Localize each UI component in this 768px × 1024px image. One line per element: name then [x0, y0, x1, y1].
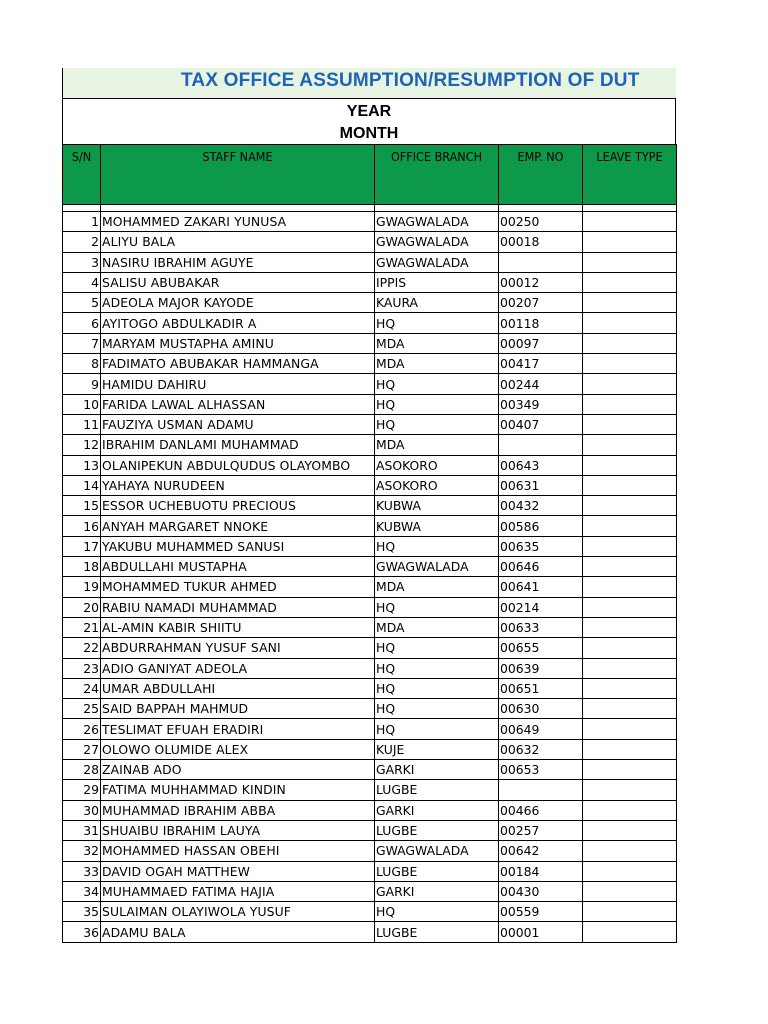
- cell-name: SALISU ABUBAKAR: [101, 272, 375, 292]
- cell-name: YAHAYA NURUDEEN: [101, 475, 375, 495]
- cell-emp: 00097: [499, 333, 583, 353]
- cell-emp: 00631: [499, 475, 583, 495]
- cell-name: YAKUBU MUHAMMED SANUSI: [101, 536, 375, 556]
- table-row: [63, 212, 677, 232]
- col-header-office-branch: OFFICE BRANCH: [375, 145, 499, 205]
- cell-leave: [583, 577, 677, 597]
- cell-branch: MDA: [375, 577, 499, 597]
- cell-emp: 00407: [499, 414, 583, 434]
- spacer-cell: [101, 205, 375, 212]
- cell-name: ABDURRAHMAN YUSUF SANI: [101, 638, 375, 658]
- table-body: [63, 205, 677, 943]
- cell-sn: 11: [63, 414, 101, 434]
- table-row: [63, 739, 677, 759]
- cell-leave: [583, 212, 677, 232]
- cell-name: NASIRU IBRAHIM AGUYE: [101, 252, 375, 272]
- cell-emp: 00586: [499, 516, 583, 536]
- table-row: [63, 902, 677, 922]
- cell-leave: [583, 475, 677, 495]
- cell-leave: [583, 922, 677, 942]
- table-row: [63, 435, 677, 455]
- cell-leave: [583, 496, 677, 516]
- title-band: [62, 68, 676, 98]
- cell-emp: [499, 252, 583, 272]
- cell-leave: [583, 881, 677, 901]
- cell-emp: 00207: [499, 293, 583, 313]
- cell-leave: [583, 536, 677, 556]
- table-row: [63, 780, 677, 800]
- table-row: [63, 638, 677, 658]
- table-row: [63, 861, 677, 881]
- cell-leave: [583, 678, 677, 698]
- cell-emp: 00649: [499, 719, 583, 739]
- cell-emp: 00349: [499, 394, 583, 414]
- cell-sn: 24: [63, 678, 101, 698]
- table-row: [63, 333, 677, 353]
- cell-sn: 36: [63, 922, 101, 942]
- cell-leave: [583, 719, 677, 739]
- table-row: [63, 516, 677, 536]
- cell-leave: [583, 313, 677, 333]
- cell-name: FARIDA LAWAL ALHASSAN: [101, 394, 375, 414]
- cell-emp: [499, 780, 583, 800]
- cell-name: AYITOGO ABDULKADIR A: [101, 313, 375, 333]
- cell-leave: [583, 820, 677, 840]
- cell-name: SULAIMAN OLAYIWOLA YUSUF: [101, 902, 375, 922]
- table-row: [63, 394, 677, 414]
- cell-name: IBRAHIM DANLAMI MUHAMMAD: [101, 435, 375, 455]
- cell-branch: LUGBE: [375, 922, 499, 942]
- cell-name: MUHAMMAED FATIMA HAJIA: [101, 881, 375, 901]
- cell-branch: GWAGWALADA: [375, 232, 499, 252]
- cell-emp: 00642: [499, 841, 583, 861]
- cell-sn: 5: [63, 293, 101, 313]
- cell-branch: ASOKORO: [375, 455, 499, 475]
- table-row: [63, 678, 677, 698]
- cell-branch: GWAGWALADA: [375, 212, 499, 232]
- cell-sn: 21: [63, 617, 101, 637]
- cell-branch: LUGBE: [375, 780, 499, 800]
- table-row: [63, 922, 677, 942]
- cell-name: RABIU NAMADI MUHAMMAD: [101, 597, 375, 617]
- cell-branch: MDA: [375, 354, 499, 374]
- cell-branch: HQ: [375, 394, 499, 414]
- cell-emp: 00257: [499, 820, 583, 840]
- cell-name: ADAMU BALA: [101, 922, 375, 942]
- cell-name: MARYAM MUSTAPHA AMINU: [101, 333, 375, 353]
- cell-name: FAUZIYA USMAN ADAMU: [101, 414, 375, 434]
- cell-branch: KUBWA: [375, 516, 499, 536]
- table-row: [63, 699, 677, 719]
- cell-sn: 35: [63, 902, 101, 922]
- cell-leave: [583, 374, 677, 394]
- cell-leave: [583, 272, 677, 292]
- month-label: MONTH: [339, 125, 399, 142]
- cell-branch: HQ: [375, 699, 499, 719]
- cell-leave: [583, 861, 677, 881]
- cell-sn: 17: [63, 536, 101, 556]
- cell-leave: [583, 597, 677, 617]
- cell-name: MOHAMMED HASSAN OBEHI: [101, 841, 375, 861]
- cell-sn: 9: [63, 374, 101, 394]
- cell-emp: 00632: [499, 739, 583, 759]
- cell-leave: [583, 435, 677, 455]
- cell-name: ADEOLA MAJOR KAYODE: [101, 293, 375, 313]
- table-row: [63, 597, 677, 617]
- cell-branch: MDA: [375, 617, 499, 637]
- cell-emp: 00641: [499, 577, 583, 597]
- cell-name: SAID BAPPAH MAHMUD: [101, 699, 375, 719]
- cell-sn: 14: [63, 475, 101, 495]
- table-row: [63, 800, 677, 820]
- table-row: [63, 557, 677, 577]
- cell-emp: [499, 435, 583, 455]
- cell-name: MUHAMMAD IBRAHIM ABBA: [101, 800, 375, 820]
- cell-emp: 00018: [499, 232, 583, 252]
- cell-name: MOHAMMED TUKUR AHMED: [101, 577, 375, 597]
- cell-leave: [583, 780, 677, 800]
- cell-name: FATIMA MUHHAMMAD KINDIN: [101, 780, 375, 800]
- cell-sn: 3: [63, 252, 101, 272]
- cell-name: ADIO GANIYAT ADEOLA: [101, 658, 375, 678]
- cell-leave: [583, 699, 677, 719]
- cell-branch: HQ: [375, 414, 499, 434]
- cell-sn: 7: [63, 333, 101, 353]
- table-row: [63, 232, 677, 252]
- cell-name: OLANIPEKUN ABDULQUDUS OLAYOMBO: [101, 455, 375, 475]
- cell-emp: 00001: [499, 922, 583, 942]
- cell-emp: 00184: [499, 861, 583, 881]
- spacer-row: [63, 205, 677, 212]
- cell-branch: HQ: [375, 597, 499, 617]
- spacer-cell: [375, 205, 499, 212]
- cell-sn: 28: [63, 760, 101, 780]
- cell-branch: LUGBE: [375, 861, 499, 881]
- cell-branch: ASOKORO: [375, 475, 499, 495]
- cell-name: TESLIMAT EFUAH ERADIRI: [101, 719, 375, 739]
- cell-branch: KUBWA: [375, 496, 499, 516]
- cell-emp: 00651: [499, 678, 583, 698]
- cell-sn: 32: [63, 841, 101, 861]
- cell-sn: 10: [63, 394, 101, 414]
- cell-branch: KUJE: [375, 739, 499, 759]
- cell-name: DAVID OGAH MATTHEW: [101, 861, 375, 881]
- cell-emp: 00250: [499, 212, 583, 232]
- table-row: [63, 414, 677, 434]
- cell-leave: [583, 739, 677, 759]
- table-row: [63, 252, 677, 272]
- cell-sn: 29: [63, 780, 101, 800]
- cell-branch: GARKI: [375, 760, 499, 780]
- table-row: [63, 658, 677, 678]
- cell-branch: GWAGWALADA: [375, 252, 499, 272]
- cell-leave: [583, 800, 677, 820]
- cell-sn: 13: [63, 455, 101, 475]
- table-row: [63, 881, 677, 901]
- cell-emp: 00655: [499, 638, 583, 658]
- cell-emp: 00643: [499, 455, 583, 475]
- table-row: [63, 374, 677, 394]
- cell-leave: [583, 841, 677, 861]
- cell-emp: 00630: [499, 699, 583, 719]
- cell-leave: [583, 760, 677, 780]
- cell-leave: [583, 232, 677, 252]
- cell-emp: 00432: [499, 496, 583, 516]
- cell-sn: 33: [63, 861, 101, 881]
- spacer-cell: [583, 205, 677, 212]
- cell-branch: HQ: [375, 638, 499, 658]
- cell-branch: MDA: [375, 435, 499, 455]
- cell-emp: 00012: [499, 272, 583, 292]
- cell-sn: 30: [63, 800, 101, 820]
- cell-sn: 23: [63, 658, 101, 678]
- cell-sn: 12: [63, 435, 101, 455]
- cell-branch: GARKI: [375, 881, 499, 901]
- cell-leave: [583, 394, 677, 414]
- cell-name: UMAR ABDULLAHI: [101, 678, 375, 698]
- table-row: [63, 475, 677, 495]
- table-row: [63, 820, 677, 840]
- cell-branch: IPPIS: [375, 272, 499, 292]
- table-row: [63, 841, 677, 861]
- cell-emp: 00417: [499, 354, 583, 374]
- cell-leave: [583, 658, 677, 678]
- cell-sn: 26: [63, 719, 101, 739]
- table-row: [63, 760, 677, 780]
- cell-branch: GWAGWALADA: [375, 557, 499, 577]
- cell-leave: [583, 516, 677, 536]
- cell-name: OLOWO OLUMIDE ALEX: [101, 739, 375, 759]
- cell-name: ANYAH MARGARET NNOKE: [101, 516, 375, 536]
- cell-emp: 00653: [499, 760, 583, 780]
- cell-sn: 31: [63, 820, 101, 840]
- table-row: [63, 354, 677, 374]
- cell-sn: 6: [63, 313, 101, 333]
- col-header-sn: S/N: [63, 145, 101, 205]
- cell-emp: 00466: [499, 800, 583, 820]
- cell-branch: HQ: [375, 374, 499, 394]
- table-row: [63, 496, 677, 516]
- cell-branch: GARKI: [375, 800, 499, 820]
- col-header-leave-type: LEAVE TYPE: [583, 145, 677, 205]
- cell-emp: 00559: [499, 902, 583, 922]
- cell-branch: KAURA: [375, 293, 499, 313]
- cell-sn: 22: [63, 638, 101, 658]
- cell-emp: 00635: [499, 536, 583, 556]
- cell-sn: 20: [63, 597, 101, 617]
- cell-emp: 00118: [499, 313, 583, 333]
- cell-leave: [583, 333, 677, 353]
- cell-branch: HQ: [375, 658, 499, 678]
- cell-leave: [583, 557, 677, 577]
- table-row: [63, 272, 677, 292]
- cell-sn: 25: [63, 699, 101, 719]
- cell-name: ZAINAB ADO: [101, 760, 375, 780]
- cell-emp: 00646: [499, 557, 583, 577]
- cell-leave: [583, 902, 677, 922]
- cell-emp: 00430: [499, 881, 583, 901]
- cell-leave: [583, 252, 677, 272]
- cell-sn: 18: [63, 557, 101, 577]
- spacer-cell: [499, 205, 583, 212]
- cell-emp: 00214: [499, 597, 583, 617]
- table-row: [63, 536, 677, 556]
- cell-name: SHUAIBU IBRAHIM LAUYA: [101, 820, 375, 840]
- cell-name: AL-AMIN KABIR SHIITU: [101, 617, 375, 637]
- col-header-staff-name: STAFF NAME: [101, 145, 375, 205]
- cell-leave: [583, 455, 677, 475]
- staff-table: [62, 144, 677, 943]
- year-label: YEAR: [346, 103, 392, 120]
- cell-name: ALIYU BALA: [101, 232, 375, 252]
- cell-branch: HQ: [375, 678, 499, 698]
- cell-branch: HQ: [375, 536, 499, 556]
- cell-branch: MDA: [375, 333, 499, 353]
- cell-sn: 19: [63, 577, 101, 597]
- cell-leave: [583, 638, 677, 658]
- table-row: [63, 617, 677, 637]
- cell-sn: 2: [63, 232, 101, 252]
- cell-sn: 4: [63, 272, 101, 292]
- cell-branch: HQ: [375, 313, 499, 333]
- spreadsheet: [62, 68, 676, 943]
- cell-leave: [583, 617, 677, 637]
- cell-name: ESSOR UCHEBUOTU PRECIOUS: [101, 496, 375, 516]
- table-row: [63, 577, 677, 597]
- cell-sn: 27: [63, 739, 101, 759]
- col-header-emp-no: EMP. NO: [499, 145, 583, 205]
- cell-sn: 16: [63, 516, 101, 536]
- period-block: [62, 98, 676, 144]
- table-row: [63, 719, 677, 739]
- cell-branch: LUGBE: [375, 820, 499, 840]
- cell-branch: HQ: [375, 719, 499, 739]
- cell-sn: 15: [63, 496, 101, 516]
- table-row: [63, 313, 677, 333]
- cell-sn: 8: [63, 354, 101, 374]
- table-row: [63, 293, 677, 313]
- cell-branch: HQ: [375, 902, 499, 922]
- cell-sn: 1: [63, 212, 101, 232]
- cell-sn: 34: [63, 881, 101, 901]
- cell-name: MOHAMMED ZAKARI YUNUSA: [101, 212, 375, 232]
- spacer-cell: [63, 205, 101, 212]
- cell-emp: 00244: [499, 374, 583, 394]
- cell-emp: 00633: [499, 617, 583, 637]
- cell-branch: GWAGWALADA: [375, 841, 499, 861]
- cell-leave: [583, 414, 677, 434]
- sheet-title: TAX OFFICE ASSUMPTION/RESUMPTION OF DUT: [181, 70, 640, 91]
- cell-leave: [583, 354, 677, 374]
- cell-name: ABDULLAHI MUSTAPHA: [101, 557, 375, 577]
- table-row: [63, 455, 677, 475]
- header-row: [63, 145, 677, 205]
- cell-name: FADIMATO ABUBAKAR HAMMANGA: [101, 354, 375, 374]
- cell-emp: 00639: [499, 658, 583, 678]
- cell-name: HAMIDU DAHIRU: [101, 374, 375, 394]
- cell-leave: [583, 293, 677, 313]
